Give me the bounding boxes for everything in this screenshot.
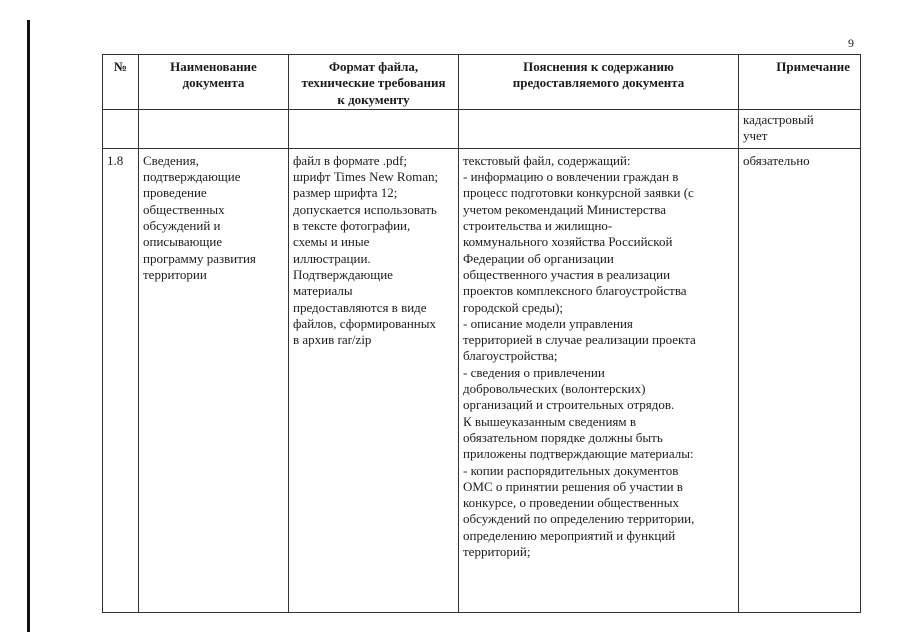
cell-file-format bbox=[289, 148, 459, 612]
table-header-row bbox=[103, 55, 861, 110]
name-line: подтверждающие bbox=[143, 169, 241, 185]
explanation-line: строительства и жилищно- bbox=[463, 218, 613, 234]
cell-explanation bbox=[459, 148, 739, 612]
header-format-line: технические требования bbox=[301, 75, 446, 91]
cell-document-name bbox=[139, 148, 289, 612]
format-line: материалы bbox=[293, 283, 353, 299]
explanation-line: общественного участия в реализации bbox=[463, 266, 671, 282]
explanation-line: добровольческих (волонтерских) bbox=[463, 381, 646, 397]
name-line: Сведения, bbox=[143, 152, 199, 168]
cell-empty bbox=[103, 109, 139, 148]
format-line: шрифт Times New Roman; bbox=[293, 169, 439, 185]
explanation-line: благоустройства; bbox=[463, 348, 558, 364]
note-line: кадастровый bbox=[743, 111, 814, 127]
name-line: проведение bbox=[143, 185, 207, 201]
name-line: территории bbox=[143, 266, 207, 282]
format-line: размер шрифта 12; bbox=[293, 185, 398, 201]
explanation-line: коммунального хозяйства Российской bbox=[463, 234, 673, 250]
note-line: учет bbox=[743, 128, 768, 144]
explanation-line: городской среды); bbox=[463, 299, 564, 315]
explanation-line: - сведения о привлечении bbox=[463, 364, 605, 380]
explanation-line: проектов комплексного благоустройства bbox=[463, 283, 687, 299]
header-explanation-line: Пояснения к содержанию bbox=[523, 59, 674, 74]
explanation-line: территорией в случае реализации проекта bbox=[463, 332, 696, 348]
explanation-line: процесс подготовки конкурсной заявки (с bbox=[463, 185, 694, 201]
scan-edge-line bbox=[27, 20, 30, 632]
explanation-line: текстовый файл, содержащий: bbox=[463, 152, 631, 168]
table-row-continuation bbox=[103, 109, 861, 148]
explanation-line: Федерации об организации bbox=[463, 250, 614, 266]
page-number: 9 bbox=[848, 36, 854, 50]
header-name-line: документа bbox=[182, 75, 245, 91]
explanation-line: ОМС о принятии решения об участии в bbox=[463, 478, 683, 494]
format-line: в архив rar/zip bbox=[293, 332, 372, 348]
header-format-line: к документу bbox=[337, 91, 410, 107]
header-explanation bbox=[459, 55, 739, 110]
format-line: файл в формате .pdf; bbox=[293, 152, 407, 168]
name-line: программу развития bbox=[143, 250, 256, 266]
format-line: предоставляются в виде bbox=[293, 299, 427, 315]
name-line: общественных bbox=[143, 201, 225, 217]
name-line: описывающие bbox=[143, 234, 223, 250]
format-line: иллюстрации. bbox=[293, 250, 371, 266]
table-row bbox=[103, 148, 861, 612]
explanation-line: конкурсе, о проведении общественных bbox=[463, 495, 679, 511]
explanation-line: учетом рекомендаций Министерства bbox=[463, 201, 667, 217]
explanation-line: обязательном порядке должны быть bbox=[463, 429, 663, 445]
explanation-line: территорий; bbox=[463, 544, 531, 560]
cell-empty bbox=[139, 109, 289, 148]
header-format-line: Формат файла, bbox=[328, 59, 419, 74]
format-line: в тексте фотографии, bbox=[293, 218, 411, 234]
cell-empty bbox=[289, 109, 459, 148]
explanation-line: определению мероприятий и функций bbox=[463, 527, 676, 543]
explanation-line: обсуждений по определению территории, bbox=[463, 511, 695, 527]
format-line: схемы и иные bbox=[293, 234, 370, 250]
cell-empty bbox=[459, 109, 739, 148]
explanation-line: К вышеуказанным сведениям в bbox=[463, 413, 636, 429]
header-format bbox=[289, 55, 459, 110]
format-line: Подтверждающие bbox=[293, 266, 393, 282]
header-explanation-line: предоставляемого документа bbox=[512, 75, 685, 91]
name-line: обсуждений и bbox=[143, 218, 221, 234]
header-num: № bbox=[103, 55, 139, 110]
explanation-line: организаций и строительных отрядов. bbox=[463, 397, 675, 413]
header-note: Примечание bbox=[739, 55, 861, 110]
explanation-line: - копии распорядительных документов bbox=[463, 462, 679, 478]
document-table bbox=[102, 54, 861, 613]
cell-note-continuation bbox=[739, 109, 861, 148]
cell-note: обязательно bbox=[739, 148, 861, 612]
header-name bbox=[139, 55, 289, 110]
format-line: допускается использовать bbox=[293, 201, 437, 217]
format-line: файлов, сформированных bbox=[293, 315, 436, 331]
explanation-line: приложены подтверждающие материалы: bbox=[463, 446, 694, 462]
cell-number: 1.8 bbox=[103, 148, 139, 612]
explanation-line: - информацию о вовлечении граждан в bbox=[463, 169, 679, 185]
header-name-line: Наименование bbox=[170, 59, 257, 74]
explanation-line: - описание модели управления bbox=[463, 315, 633, 331]
